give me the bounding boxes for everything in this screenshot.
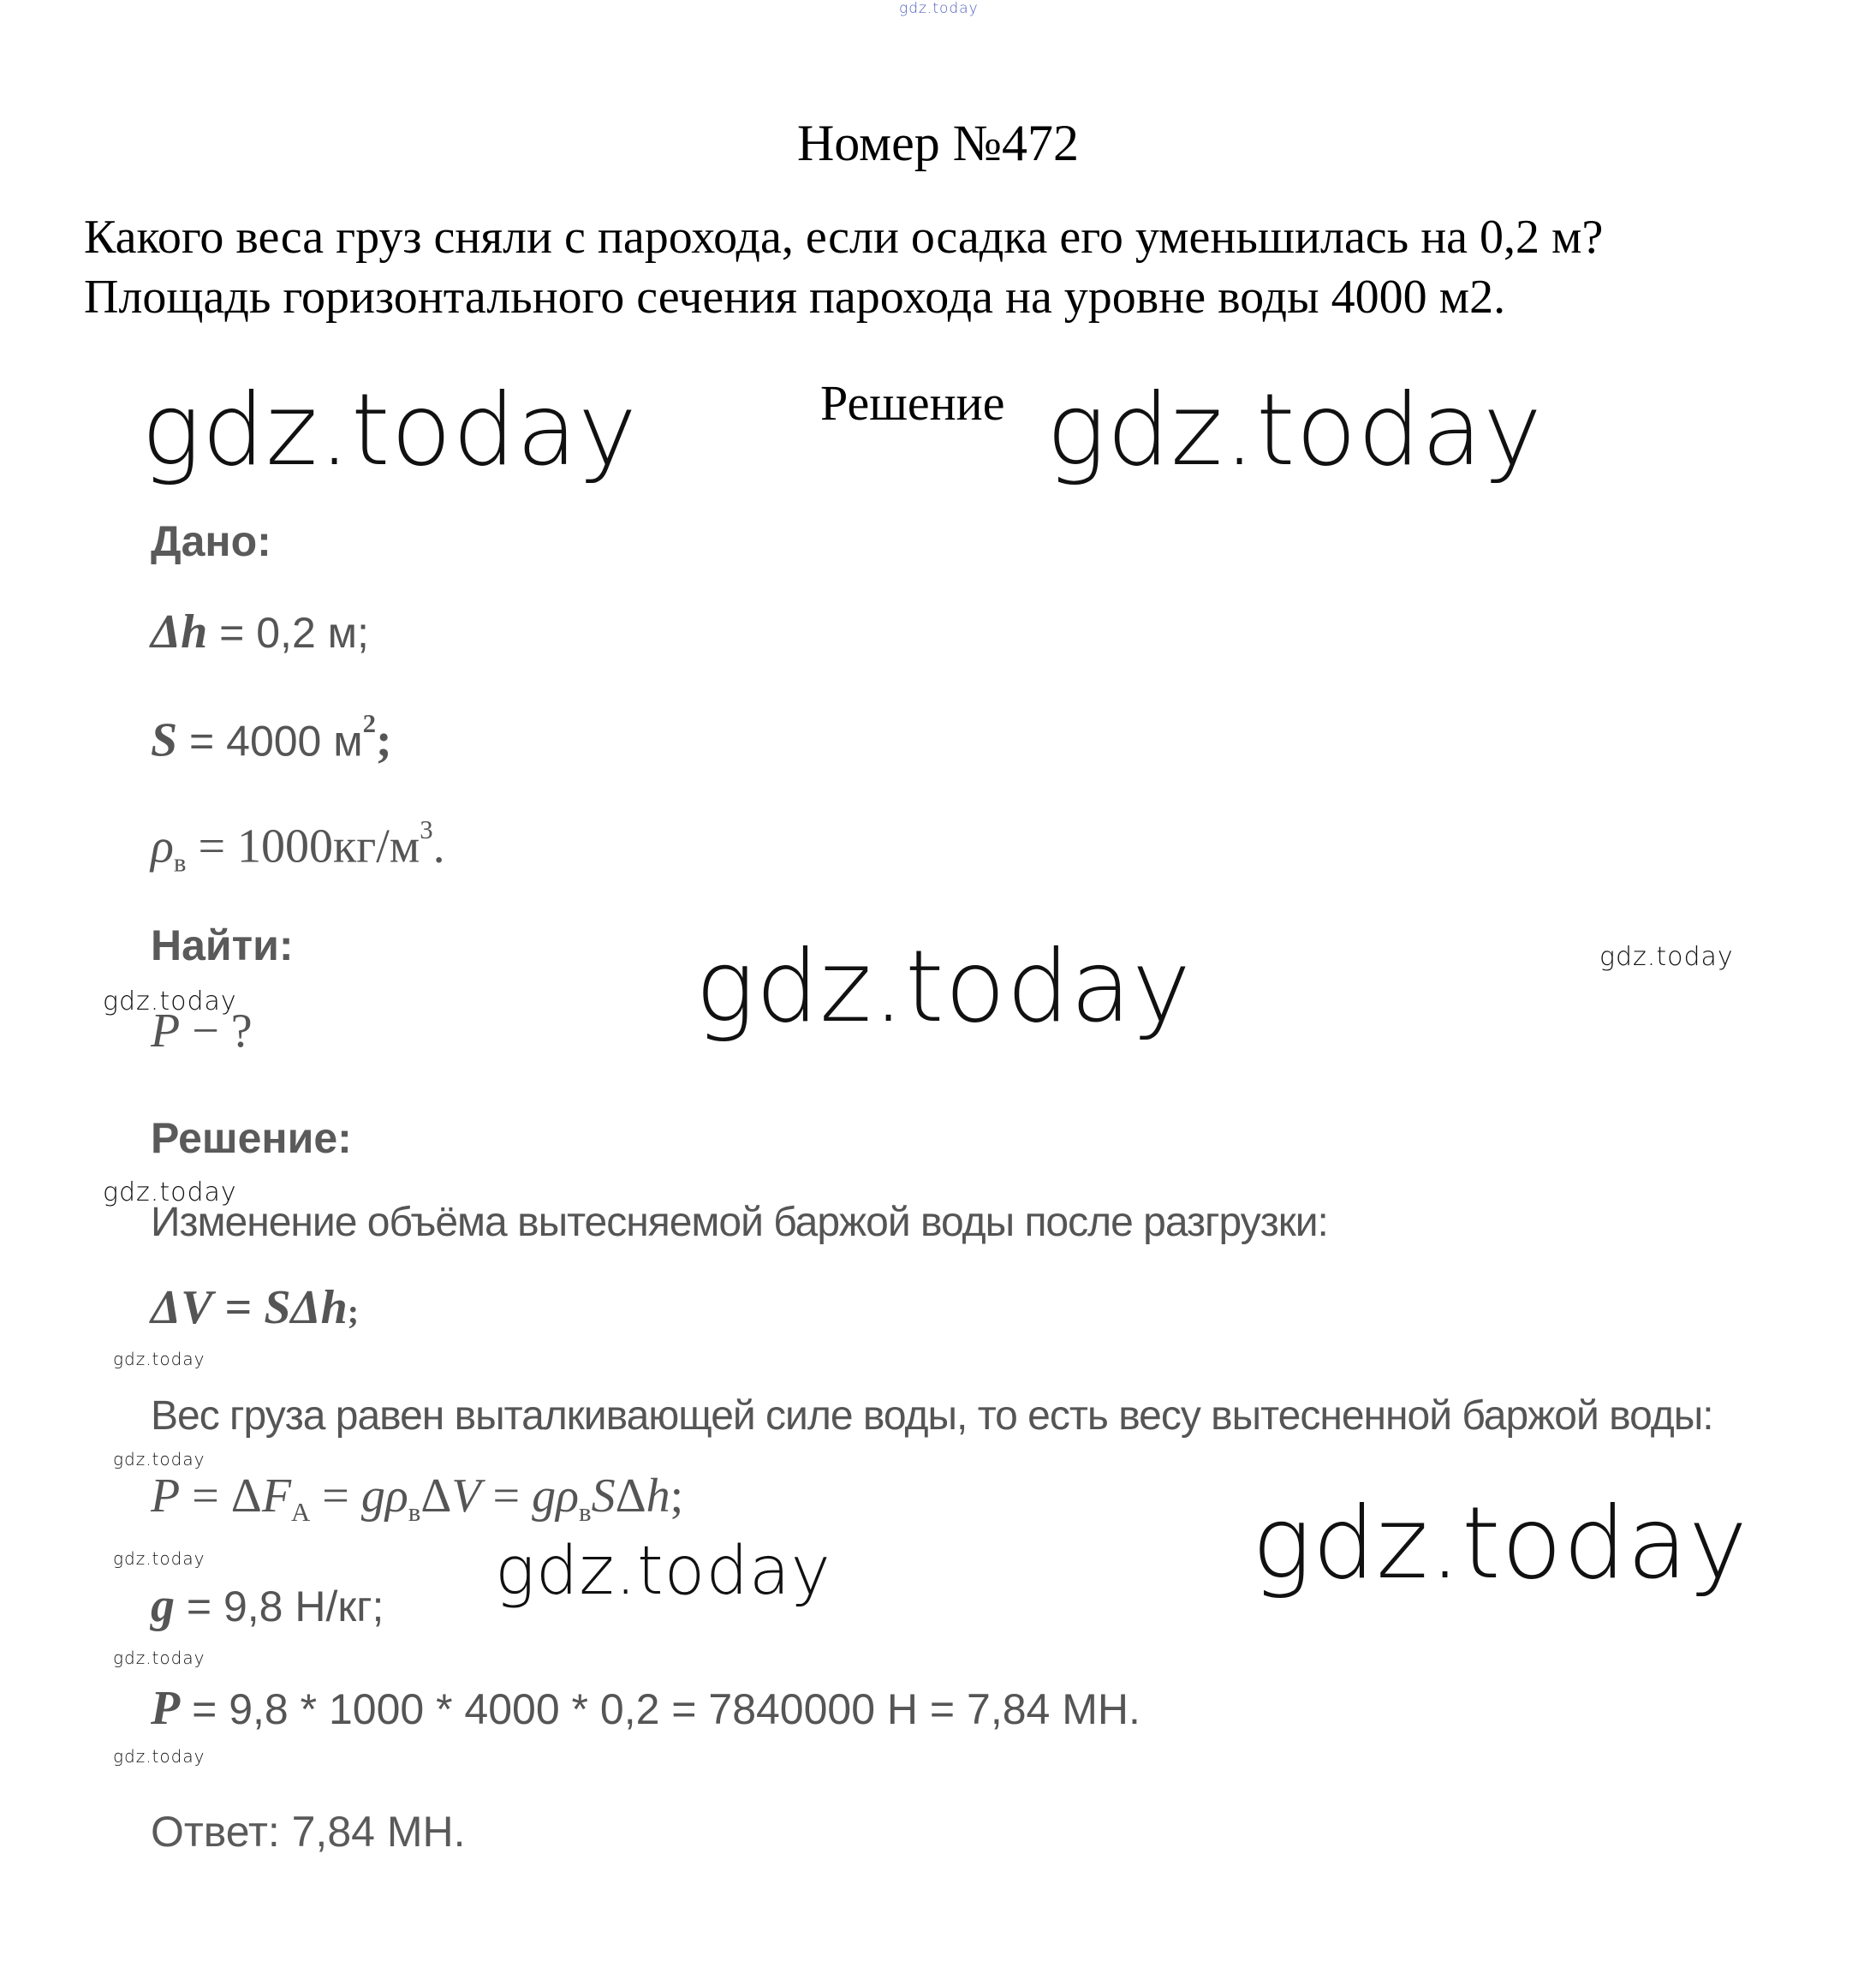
watermark-small: gdz.today (1599, 942, 1734, 972)
watermark-tiny: gdz.today (113, 1349, 205, 1369)
solution-text-1: Изменение объёма вытесняемой баржой воды после разгрузки: (151, 1200, 1328, 1245)
find-label: Найти: (151, 921, 294, 969)
watermark-large: gdz.today (1046, 373, 1543, 488)
watermark-tiny: gdz.today (113, 1746, 205, 1767)
answer: Ответ: 7,84 МН. (151, 1808, 466, 1856)
formula-calculation: P = 9,8 * 1000 * 4000 * 0,2 = 7840000 Н = 7,84 МН. (151, 1682, 1140, 1735)
watermark-tiny: gdz.today (113, 1449, 205, 1469)
watermark-tiny: gdz.today (113, 1548, 205, 1569)
given-density: $\rho_в = 1000кг/м^3$. (151, 815, 445, 878)
given-delta-h: Δh = 0,2 м; (151, 605, 369, 659)
find-weight: P − ? (151, 1004, 253, 1058)
given-area: S = 4000 $м^2$; (151, 709, 392, 767)
watermark-tiny: gdz.today (113, 1648, 205, 1668)
problem-statement (84, 207, 1603, 327)
solution-text-2: Вес груза равен выталкивающей силе воды, то есть весу вытесненной баржой воды: (151, 1393, 1713, 1439)
watermark-small: gdz.today (103, 986, 237, 1016)
watermark-small: gdz.today (103, 1177, 237, 1207)
page-title: Номер №472 (796, 115, 1080, 171)
watermark-large: gdz.today (695, 929, 1192, 1045)
top-watermark: gdz.today (899, 0, 979, 17)
solution-label: Решение: (151, 1114, 352, 1162)
formula-weight: $P = \Delta F_А = g\rho_в\Delta V = g\rho_вS\Delta h$; (151, 1469, 684, 1527)
watermark-large: gdz.today (1252, 1486, 1748, 1601)
solution-heading: Решение (820, 375, 1005, 431)
problem-line-1: Какого веса груз сняли с парохода, если осадка его уменьшилась на 0,2 м? (84, 211, 1604, 264)
formula-g: g = 9,8 Н/кг; (151, 1579, 384, 1632)
watermark-large: gdz.today (141, 373, 638, 488)
formula-delta-v: ΔV = SΔh; (151, 1281, 360, 1334)
problem-line-2: Площадь горизонтального сечения парохода на уровне воды 4000 м2. (84, 271, 1506, 324)
given-label: Дано: (151, 517, 271, 565)
watermark-medium: gdz.today (495, 1533, 831, 1610)
